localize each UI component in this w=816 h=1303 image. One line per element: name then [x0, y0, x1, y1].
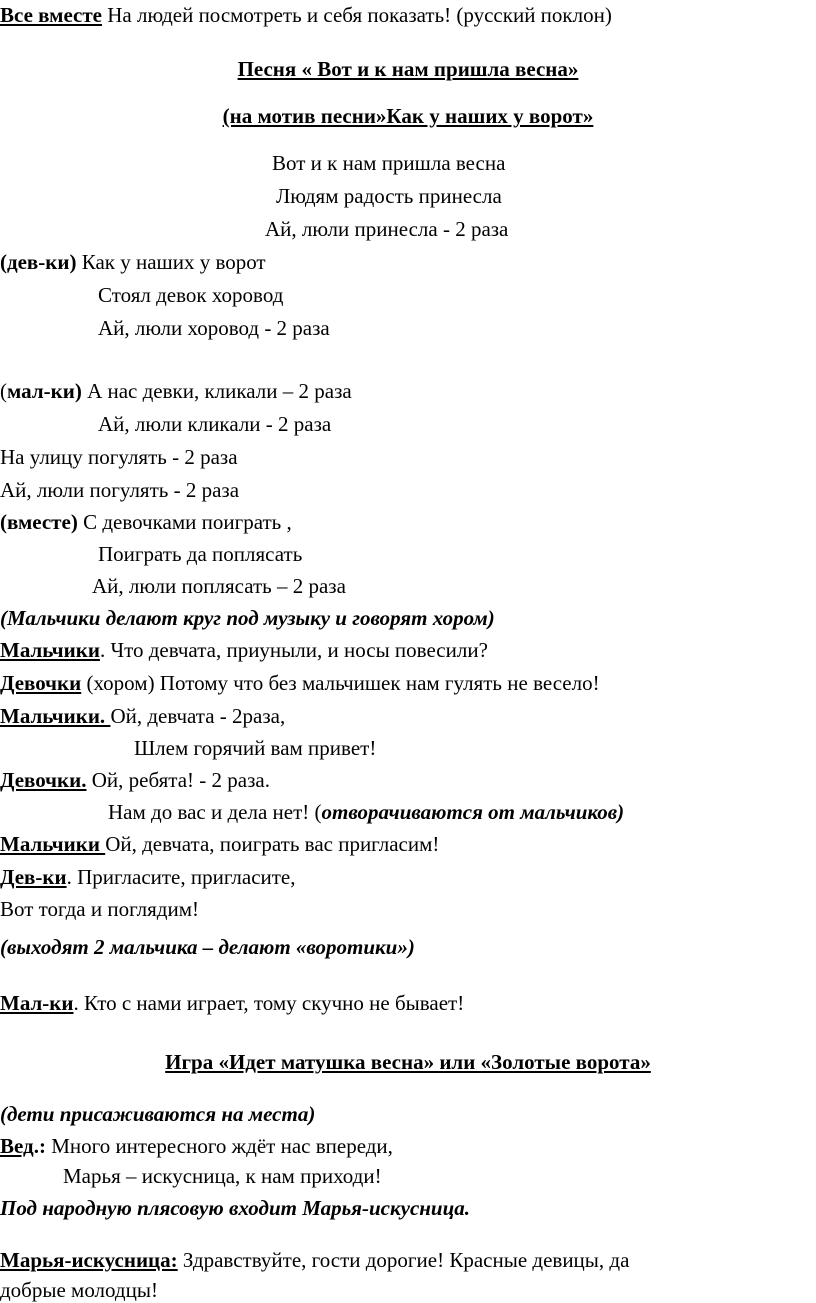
paren: ( [0, 379, 7, 403]
dialogue-line [0, 1133, 393, 1159]
line-text: . Что девчата, приуныли, и носы повесили? [99, 638, 488, 662]
game-title: Игра «Идет матушка весна» или «Золотые ворота» [165, 1050, 651, 1074]
line-text: Здравствуйте, гости дорогие! Красные девицы, да [177, 1248, 630, 1272]
song-subtitle: (на мотив песни»Как у наших у ворот» [222, 104, 594, 128]
stage-direction: (Мальчики делают круг под музыку и говорят хором) [0, 606, 495, 630]
dialogue-line: добрые молодцы! [0, 1278, 158, 1302]
verse-line [0, 249, 266, 275]
speaker-label: Все вместе [0, 3, 102, 27]
speaker-label: Дев-ки [0, 865, 67, 889]
dialogue-line [0, 1247, 629, 1273]
speaker-label: Девочки [0, 671, 82, 695]
dialogue-line [0, 767, 270, 793]
dialogue-line: Вот тогда и поглядим! [0, 897, 199, 921]
speaker-label: Девочки. [0, 768, 87, 792]
line-text: (хором) Потому что без мальчишек нам гулять не весело! [81, 671, 600, 695]
verse-line: Людям радость принесла [276, 184, 502, 208]
dialogue-line [108, 799, 624, 825]
line-text: Ой, девчата, поиграть вас пригласим! [105, 832, 440, 856]
verse-line: Ай, люли принесла - 2 раза [265, 217, 509, 241]
verse-line: Ай, люли поплясать – 2 раза [92, 574, 346, 598]
stage-direction: Под народную плясовую входит Марья-искусница. [0, 1196, 471, 1220]
speaker-label: Мальчики. [0, 704, 111, 728]
verse-line: Ай, люли хоровод - 2 раза [98, 316, 330, 340]
line-text: Как у наших у ворот [76, 250, 266, 274]
line-text: . Пригласите, пригласите, [66, 865, 296, 889]
song-title: Песня « Вот и к нам пришла весна» [237, 57, 579, 81]
line-text: Много интересного ждёт нас впереди, [45, 1134, 393, 1158]
verse-line: На улицу погулять - 2 раза [0, 445, 238, 469]
speaker-label: Мальчики [0, 832, 106, 856]
dialogue-line [0, 990, 464, 1016]
stage-direction: отворачиваются от мальчиков) [321, 800, 625, 824]
verse-line: Ай, люли погулять - 2 раза [0, 478, 240, 502]
speaker-label: Марья-искусница: [0, 1248, 178, 1272]
dialogue-line [0, 831, 439, 857]
dialogue-line [0, 703, 285, 729]
stage-direction: (дети присаживаются на места) [0, 1102, 316, 1126]
verse-line: Поиграть да поплясать [98, 542, 303, 566]
verse-line: Вот и к нам пришла весна [272, 151, 506, 175]
verse-line: Стоял девок хоровод [98, 283, 284, 307]
dialogue-line [0, 864, 296, 890]
speaker-label: Мал-ки [0, 991, 74, 1015]
verse-line [0, 509, 292, 535]
stage-direction: (выходят 2 мальчика – делают «воротики») [0, 935, 415, 959]
line-text: Ой, девчата - 2раза, [110, 704, 286, 728]
verse-line: Ай, люли кликали - 2 раза [98, 412, 332, 436]
speaker-label: (дев-ки) [0, 250, 77, 274]
verse-line [0, 378, 352, 404]
dialogue-line: Шлем горячий вам привет! [134, 736, 377, 760]
speaker-label: Вед [0, 1134, 34, 1158]
dialogue-line: Марья – искусница, к нам приходи! [63, 1164, 382, 1188]
line-text: На людей посмотреть и себя показать! (русский поклон) [101, 3, 612, 27]
line-text: С девочками поиграть , [77, 510, 292, 534]
line-text: Ой, ребята! - 2 раза. [86, 768, 270, 792]
line-text: А нас девки, кликали – 2 раза [81, 379, 352, 403]
line-text: . Кто с нами играет, тому скучно не бывает! [73, 991, 465, 1015]
intro-line [0, 2, 612, 28]
line-text: Нам до вас и дела нет! ( [108, 800, 322, 824]
speaker-label: мал-ки) [7, 379, 82, 403]
dialogue-line [0, 637, 488, 663]
dialogue-line [0, 670, 600, 696]
speaker-suffix: .: [33, 1134, 46, 1158]
speaker-label: (вместе) [0, 510, 78, 534]
speaker-label: Мальчики [0, 638, 100, 662]
